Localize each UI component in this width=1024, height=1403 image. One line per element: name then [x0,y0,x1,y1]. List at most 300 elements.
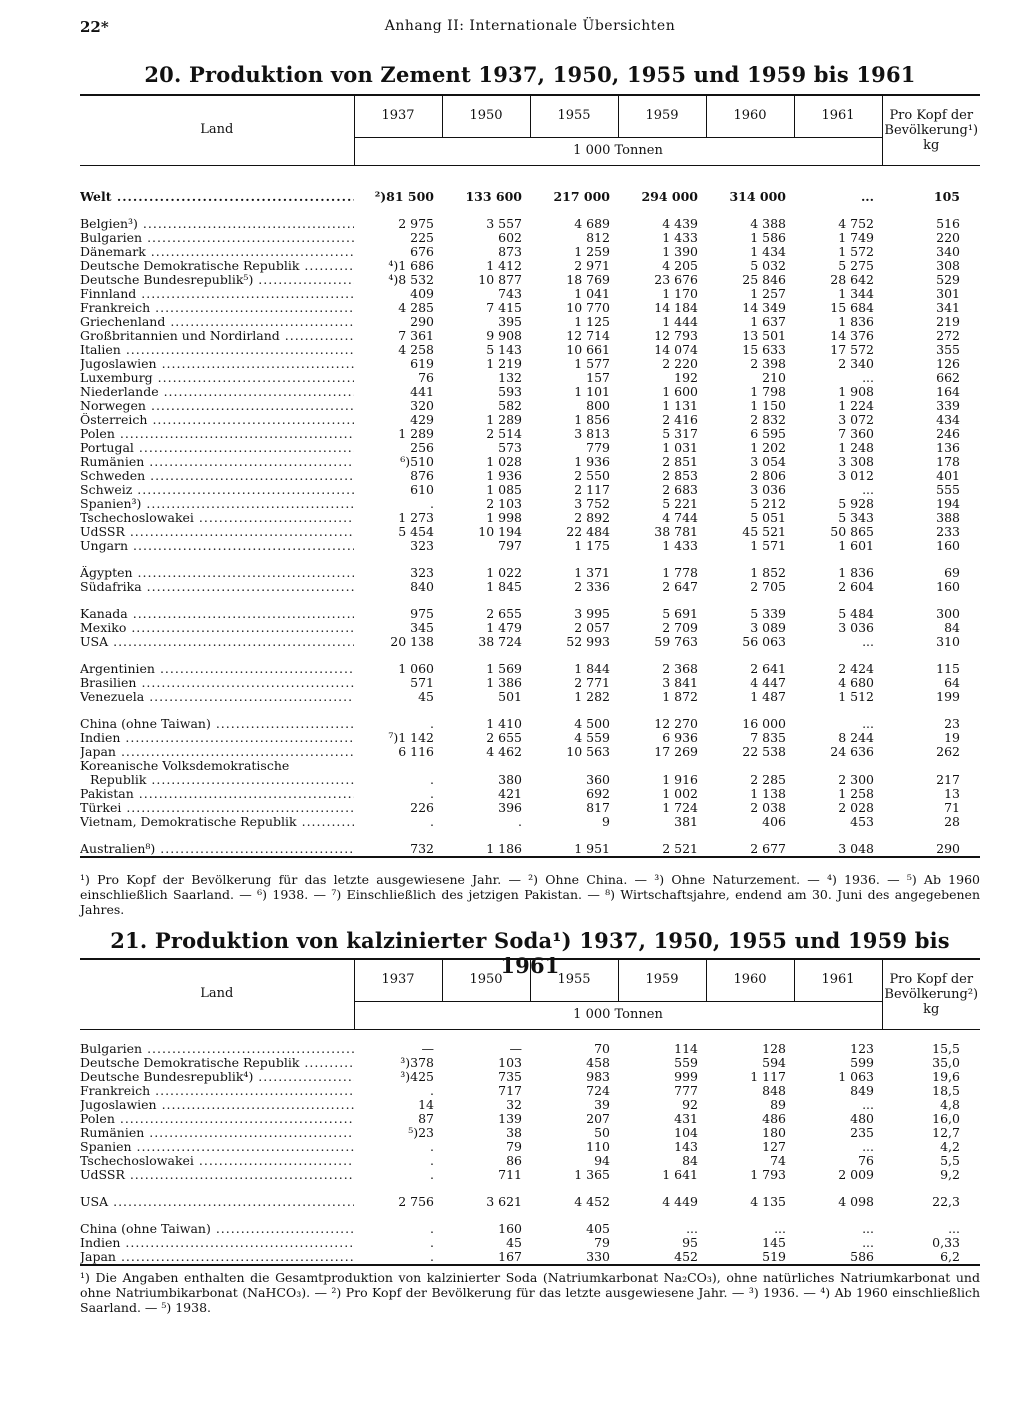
value-cell: 86 [506,1152,522,1168]
value-cell: 1 289 [398,425,434,441]
country-label [80,483,354,497]
country-name: Finnland ..... [80,287,354,301]
soda-table-body [80,1029,980,1265]
value-cell: . [430,495,434,511]
value-cell: 59 763 [654,633,698,649]
table-row [80,343,980,357]
year-header: 1959 [618,959,706,1001]
value-cell [442,759,530,773]
country-label [80,1126,354,1140]
per-capita-cell: 355 [936,341,960,357]
country-label [80,245,354,259]
value-cell: 3 752 [574,495,610,511]
spacer-row [80,704,980,717]
per-capita-cell: ... [948,1220,960,1236]
value-cell: 1 641 [662,1166,698,1182]
value-cell: 4 689 [574,215,610,231]
value-cell: 1 219 [486,355,522,371]
value-cell: 1 390 [662,243,698,259]
value-cell: ... [862,715,874,731]
country-label [80,455,354,469]
value-cell: 4 388 [750,215,786,231]
value-cell: 406 [762,813,786,829]
table-row [80,315,980,329]
value-cell: 2 705 [750,578,786,594]
country-label [80,273,354,287]
value-cell: 777 [674,1082,698,1098]
table-row [80,801,980,815]
value-cell: 2 647 [662,578,698,594]
table1-title: 20. Produktion von Zement 1937, 1950, 1955 und 1959 bis 1961 [144,62,916,87]
value-cell: 1 778 [662,564,698,580]
value-cell: 1 060 [398,660,434,676]
value-cell: 1 637 [750,313,786,329]
value-cell: 1 951 [530,842,618,857]
value-cell: 5 032 [750,257,786,273]
spacer-row [80,165,980,190]
value-cell: 345 [410,619,434,635]
value-cell: 14 349 [742,299,786,315]
value-cell: . [430,715,434,731]
country-label [80,217,354,231]
value-cell: 1 258 [838,785,874,801]
value-cell: 1 259 [574,243,610,259]
value-cell: 2 851 [662,453,698,469]
value-cell: 1 289 [486,411,522,427]
value-cell: 602 [498,229,522,245]
country-name: Brasilien ..... [80,676,354,690]
table-row [80,717,980,731]
table-row [80,301,980,315]
value-cell: 23 676 [654,271,698,287]
table-row [80,497,980,511]
value-cell: 743 [498,285,522,301]
per-capita-cell: 233 [936,523,960,539]
per-capita-cell: 4,8 [940,1096,960,1112]
value-cell: ... [686,1220,698,1236]
value-cell: 12 793 [654,327,698,343]
country-label [80,676,354,690]
per-capita-cell: 388 [936,509,960,525]
table-row [80,1112,980,1126]
per-capita-cell: 340 [936,243,960,259]
value-cell: 12 714 [566,327,610,343]
value-cell: 840 [410,578,434,594]
value-cell: 610 [410,481,434,497]
table-row [80,217,980,231]
value-cell: 452 [618,1250,706,1265]
per-capita-cell: 115 [936,660,960,676]
country-label [80,399,354,413]
value-cell: 1 512 [838,688,874,704]
per-capita-cell: 339 [936,397,960,413]
value-cell: ⁶)510 [400,453,434,469]
table-row [80,455,980,469]
value-cell: 10 770 [566,299,610,315]
value-cell: 139 [498,1110,522,1126]
country-label [80,580,354,594]
cement-table [80,94,980,858]
value-cell: 1 224 [838,397,874,413]
value-cell: 7 415 [486,299,522,315]
value-cell: 4 744 [662,509,698,525]
value-cell: 1 131 [662,397,698,413]
value-cell: 2 677 [706,842,794,857]
value-cell: 3 012 [838,467,874,483]
country-name: Norwegen ..... [80,399,354,413]
value-cell: 1 202 [750,439,786,455]
value-cell: 797 [498,537,522,553]
per-capita-cell: 12,7 [932,1124,960,1140]
country-name: Deutsche Demokratische Republik ..... [80,1056,354,1070]
value-cell: 1 479 [486,619,522,635]
country-name: Indien ..... [80,1236,354,1250]
value-cell: . [430,813,434,829]
value-cell: 1 936 [486,467,522,483]
value-cell: 14 376 [830,327,874,343]
country-label [80,357,354,371]
value-cell: 1 908 [838,383,874,399]
value-cell: 2 892 [574,509,610,525]
per-capita-cell: 9,2 [940,1166,960,1182]
value-cell: 5 454 [398,523,434,539]
country-label [80,259,354,273]
table-row [80,1140,980,1154]
country-name: USA ..... [80,1195,354,1209]
value-cell: 1 150 [750,397,786,413]
per-capita-cell: 301 [936,285,960,301]
country-label [80,315,354,329]
value-cell: 1 248 [838,439,874,455]
country-name: Rumänien ..... [80,1126,354,1140]
value-cell: 2 655 [486,605,522,621]
value-cell: 2 103 [486,495,522,511]
value-cell: 123 [850,1040,874,1056]
country-label [80,539,354,553]
country-label [80,343,354,357]
value-cell: 593 [498,383,522,399]
value-cell: 2 424 [838,660,874,676]
table-row [80,399,980,413]
value-cell: 1 749 [838,229,874,245]
per-capita-cell: 272 [936,327,960,343]
spacer-row [80,1209,980,1222]
year-header: 1950 [442,959,530,1001]
country-name: Spanien ..... [80,1140,354,1154]
table-row [80,329,980,343]
country-label [80,731,354,745]
value-cell: . [430,1138,434,1154]
value-cell: 1 117 [750,1068,786,1084]
value-cell: 817 [586,799,610,815]
value-cell: 14 074 [654,341,698,357]
country-name: Mexiko ..... [80,621,354,635]
value-cell: . [430,1152,434,1168]
value-cell: 2 368 [662,660,698,676]
country-name: Rumänien ..... [80,455,354,469]
spacer-row [80,553,980,566]
table-row [80,371,980,385]
value-cell: 876 [410,467,434,483]
value-cell: 1 916 [662,771,698,787]
table-row [80,1098,980,1112]
value-cell: 87 [418,1110,434,1126]
table-row [80,676,980,690]
country-name: Niederlande ..... [80,385,354,399]
value-cell: 13 501 [742,327,786,343]
country-label [80,1098,354,1112]
soda-table [80,958,980,1266]
per-capita-cell: 28 [944,813,960,829]
per-capita-cell: 220 [936,229,960,245]
value-cell: 1 444 [662,313,698,329]
per-capita-cell: 13 [944,785,960,801]
country-label [80,717,354,731]
value-cell: ... [862,369,874,385]
per-capita-cell: 246 [936,425,960,441]
value-cell: 2 971 [574,257,610,273]
country-label [80,413,354,427]
value-cell: 145 [762,1234,786,1250]
value-cell: ... [862,1220,874,1236]
table2-title: 21. Produktion von kalzinierter Soda¹) 1937, 1950, 1955 und 1959 bis 1961 [110,928,950,978]
value-cell: 4 447 [750,674,786,690]
value-cell: 1 386 [486,674,522,690]
value-cell: ³)425 [400,1068,434,1084]
country-name: Bulgarien ..... [80,1042,354,1056]
table-row [80,1195,980,1209]
value-cell: 167 [442,1250,530,1265]
value-cell: 28 642 [830,271,874,287]
value-cell: 1 170 [662,285,698,301]
country-name: Indien ..... [80,731,354,745]
value-cell: 207 [586,1110,610,1126]
country-label [80,385,354,399]
year-header: 1960 [706,959,794,1001]
table-row [80,469,980,483]
value-cell: 1 365 [574,1166,610,1182]
value-cell: 4 285 [398,299,434,315]
year-header: 1959 [618,95,706,137]
value-cell: 395 [498,313,522,329]
country-label [80,231,354,245]
country-name: Österreich ..... [80,413,354,427]
per-capita-cell: 35,0 [932,1054,960,1070]
value-cell: 717 [498,1082,522,1098]
country-label [80,497,354,511]
value-cell: 18 769 [566,271,610,287]
value-cell: 5 484 [838,605,874,621]
value-cell: 2 398 [750,355,786,371]
value-cell: 5 143 [486,341,522,357]
value-cell: ... [774,1220,786,1236]
value-cell: 38 [506,1124,522,1140]
value-cell: 594 [762,1054,786,1070]
country-name: Tschechoslowakei ..... [80,1154,354,1168]
value-cell: ... [860,188,874,204]
table-row [80,483,980,497]
table-row [80,745,980,759]
year-header: 1961 [794,959,882,1001]
value-cell: 192 [674,369,698,385]
country-label [80,525,354,539]
per-capita-cell: 341 [936,299,960,315]
per-capita-cell: 22,3 [932,1193,960,1209]
per-capita-cell: 662 [936,369,960,385]
per-capita-cell: 18,5 [932,1082,960,1098]
value-cell: 1 412 [486,257,522,273]
table-row [80,357,980,371]
country-name: Deutsche Demokratische Republik ..... [80,259,354,273]
value-cell: 2 009 [838,1166,874,1182]
per-capita-cell: 178 [936,453,960,469]
value-cell: 45 [506,1234,522,1250]
value-cell: 3 048 [794,842,882,857]
value-cell: 2 709 [662,619,698,635]
value-cell: 1 998 [486,509,522,525]
per-capita-cell: 199 [936,688,960,704]
table-row [80,621,980,635]
per-capita-cell: 23 [944,715,960,731]
country-label [80,1140,354,1154]
value-cell: 2 028 [838,799,874,815]
value-cell: 330 [530,1250,618,1265]
value-cell: 235 [850,1124,874,1140]
value-cell: 1 063 [838,1068,874,1084]
country-label [80,1236,354,1250]
table-row [80,273,980,287]
value-cell: 1 852 [750,564,786,580]
value-cell: 975 [410,605,434,621]
value-cell: 3 308 [838,453,874,469]
value-cell: 45 [418,688,434,704]
country-label [80,690,354,704]
value-cell: 7 835 [750,729,786,745]
value-cell: 1 022 [486,564,522,580]
value-cell: 4 462 [486,743,522,759]
value-cell: 2 604 [838,578,874,594]
value-cell: 10 661 [566,341,610,357]
value-cell: 25 846 [742,271,786,287]
value-cell: — [421,1040,434,1056]
per-capita-cell: 105 [933,188,960,204]
country-name: Südafrika ..... [80,580,354,594]
table-row [80,759,980,773]
value-cell: 486 [762,1110,786,1126]
country-label [80,607,354,621]
value-cell: 1 572 [838,243,874,259]
value-cell: 1 028 [486,453,522,469]
country-label [80,566,354,580]
value-cell: 70 [594,1040,610,1056]
value-cell: 1 586 [750,229,786,245]
table-row [80,580,980,594]
value-cell: 38 781 [654,523,698,539]
country-name: Welt ..... [80,190,354,204]
value-cell: 582 [498,397,522,413]
value-cell: 1 186 [442,842,530,857]
country-name: Italien ..... [80,343,354,357]
value-cell: 1 569 [486,660,522,676]
value-cell: 1 872 [662,688,698,704]
country-label [80,662,354,676]
value-cell: 180 [762,1124,786,1140]
value-cell: 323 [410,537,434,553]
value-cell: ⁵)23 [408,1124,434,1140]
table-row [80,635,980,649]
value-cell: 2 416 [662,411,698,427]
country-name: Ungarn ..... [80,539,354,553]
value-cell: 217 000 [553,188,610,204]
value-cell: 849 [850,1082,874,1098]
value-cell: 405 [586,1220,610,1236]
value-cell: 2 550 [574,467,610,483]
value-cell: 1 085 [486,481,522,497]
value-cell: 95 [682,1234,698,1250]
country-label [80,1195,354,1209]
per-capita-cell: 16,0 [932,1110,960,1126]
country-label [80,287,354,301]
table-row [80,259,980,273]
per-capita-cell: 219 [936,313,960,329]
country-name: UdSSR ..... [80,525,354,539]
value-cell: 441 [410,383,434,399]
per-capita-cell: 217 [936,771,960,787]
country-name: Dänemark ..... [80,245,354,259]
country-label [80,635,354,649]
value-cell: . [430,1234,434,1250]
table-row [80,413,980,427]
country-label [80,1084,354,1098]
value-cell: 45 521 [742,523,786,539]
per-capita-cell: 160 [936,578,960,594]
value-cell: 571 [410,674,434,690]
year-header: 1961 [794,95,882,137]
per-capita-cell: 6,2 [882,1250,980,1265]
table-row [80,607,980,621]
year-header: 1960 [706,95,794,137]
country-name: Luxemburg ..... [80,371,354,385]
value-cell [618,759,706,773]
table-row [80,245,980,259]
value-cell: 1 257 [750,285,786,301]
value-cell: 104 [674,1124,698,1140]
spacer-row [80,1182,980,1195]
value-cell: 114 [674,1040,698,1056]
value-cell: ... [862,1234,874,1250]
table-row [80,1042,980,1056]
value-cell: 779 [586,439,610,455]
value-cell: 5 317 [662,425,698,441]
country-name: Portugal ..... [80,441,354,455]
table-row [80,1168,980,1182]
per-capita-cell: 71 [944,799,960,815]
country-label [80,801,354,815]
value-cell: 458 [586,1054,610,1070]
value-cell: 2 641 [750,660,786,676]
spacer-row [80,204,980,217]
cement-table-body [80,165,980,857]
value-cell: 5 339 [750,605,786,621]
value-cell: 4 559 [574,729,610,745]
value-cell: 2 300 [838,771,874,787]
country-label [80,427,354,441]
country-label [80,773,354,787]
per-capita-cell: 555 [936,481,960,497]
value-cell: 2 756 [398,1193,434,1209]
value-cell: 1 844 [574,660,610,676]
value-cell: 225 [410,229,434,245]
